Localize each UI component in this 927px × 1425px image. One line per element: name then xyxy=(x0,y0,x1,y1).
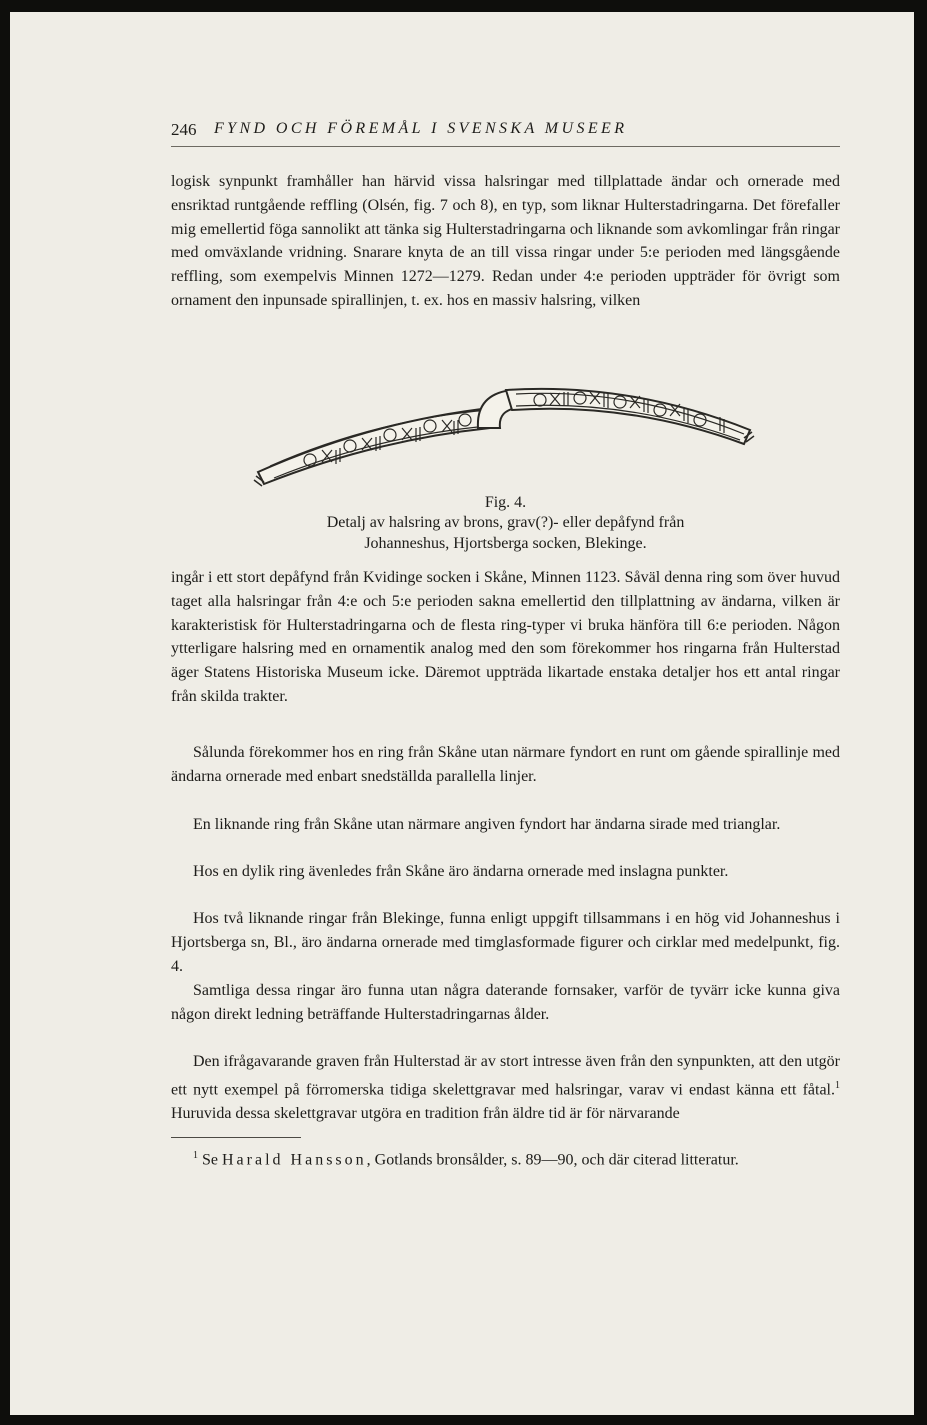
page-header xyxy=(171,120,840,147)
paragraph: ingår i ett stort depåfynd från Kvidinge socken i Skåne, Minnen 1123. Såväl denna ring som över huvud taget alla halsringar från 4:e och 5:e perioden sakna emellertid den tillplattning av ändarna, vilken är karakteristisk för Hulterstadringarna och de flesta ring-typer vi bruka hänföra till 6:e perioden. Någon ytterligare halsring med en ornamentik analog med den som förekommer hos ringarna från Hulterstad äger Statens Historiska Museum icke. Däremot uppträda likartade enstaka detaljer hos ett antal ringar från skilda trakter. xyxy=(171,569,840,705)
footnote-reference: 1 xyxy=(835,1079,840,1091)
ring-illustration xyxy=(250,380,760,490)
paragraph: Samtliga dessa ringar äro funna utan några daterande fornsaker, varför de tyvärr icke kunna giva någon direkt ledning beträffande Hulterstadringarnas ålder. xyxy=(171,982,840,1023)
figure-label: Fig. 4. xyxy=(484,494,527,511)
paragraph: En liknande ring från Skåne utan närmare angiven fyndort har ändarna sirade med trianglar. xyxy=(193,816,781,833)
footnote-text: , Gotlands bronsålder, s. 89—90, och där citerad litteratur. xyxy=(366,1151,739,1169)
footnote xyxy=(171,1144,840,1171)
footnote-author: Harald Hansson xyxy=(222,1151,367,1169)
paragraph: Hos en dylik ring ävenledes från Skåne äro ändarna ornerade med inslagna punkter. xyxy=(193,863,729,880)
paragraph xyxy=(171,1050,840,1126)
paragraph: Sålunda förekommer hos en ring från Skåne utan närmare fyndort en runt om gående spirallinje med ändarna ornerade med enbart snedställda parallella linjer. xyxy=(171,744,840,785)
paragraph: Hos två liknande ringar från Blekinge, funna enligt uppgift tillsammans i en hög vid Johanneshus i Hjortsberga sn, Bl., äro ändarna ornerade med timglasformade figurer och cirklar med medelpunkt, fig. 4. xyxy=(171,910,840,975)
page-number: 246 xyxy=(171,120,197,139)
paragraph-text: Den ifrågavarande graven från Hulterstad är av stort intresse även från den synpunkten, att den utgör ett nytt exempel på förromerska tidiga skelettgravar med halsringar, varav vi endast känna ett fåtal. xyxy=(171,1053,840,1099)
figure-caption-line-2: Johanneshus, Hjortsberga socken, Blekinge. xyxy=(364,535,647,552)
running-title: FYND OCH FÖREMÅL I SVENSKA MUSEER xyxy=(214,120,628,137)
footnote-rule xyxy=(171,1137,301,1138)
figure-caption-line-1: Detalj av halsring av brons, grav(?)- eller depåfynd från xyxy=(326,514,685,531)
footnote-text: Se xyxy=(198,1151,222,1169)
paragraph: logisk synpunkt framhåller han härvid vissa halsringar med tillplattade ändar och ornerade med ensriktad runtgående reffling (Olsén, fig. 7 och 8), en typ, som liknar Hulterstadringarna. Det förefaller mig emellertid föga sannolikt att tänka sig Hulterstadringarna och liknande som avkomlingar från ringar med omväxlande vridning. Snarare knyta de an till vissa ringar under 5:e perioden med längsgående reffling, som exempelvis Minnen 1272—1279. Redan under 4:e perioden uppträder för övrigt som ornament den inpunsade spirallinjen, t. ex. hos en massiv halsring, vilken xyxy=(171,173,840,309)
paragraph-text: Huruvida dessa skelettgravar utgöra en tradition från äldre tid är för närvarande xyxy=(171,1104,680,1122)
footnote-marker: 1 xyxy=(193,1150,198,1161)
